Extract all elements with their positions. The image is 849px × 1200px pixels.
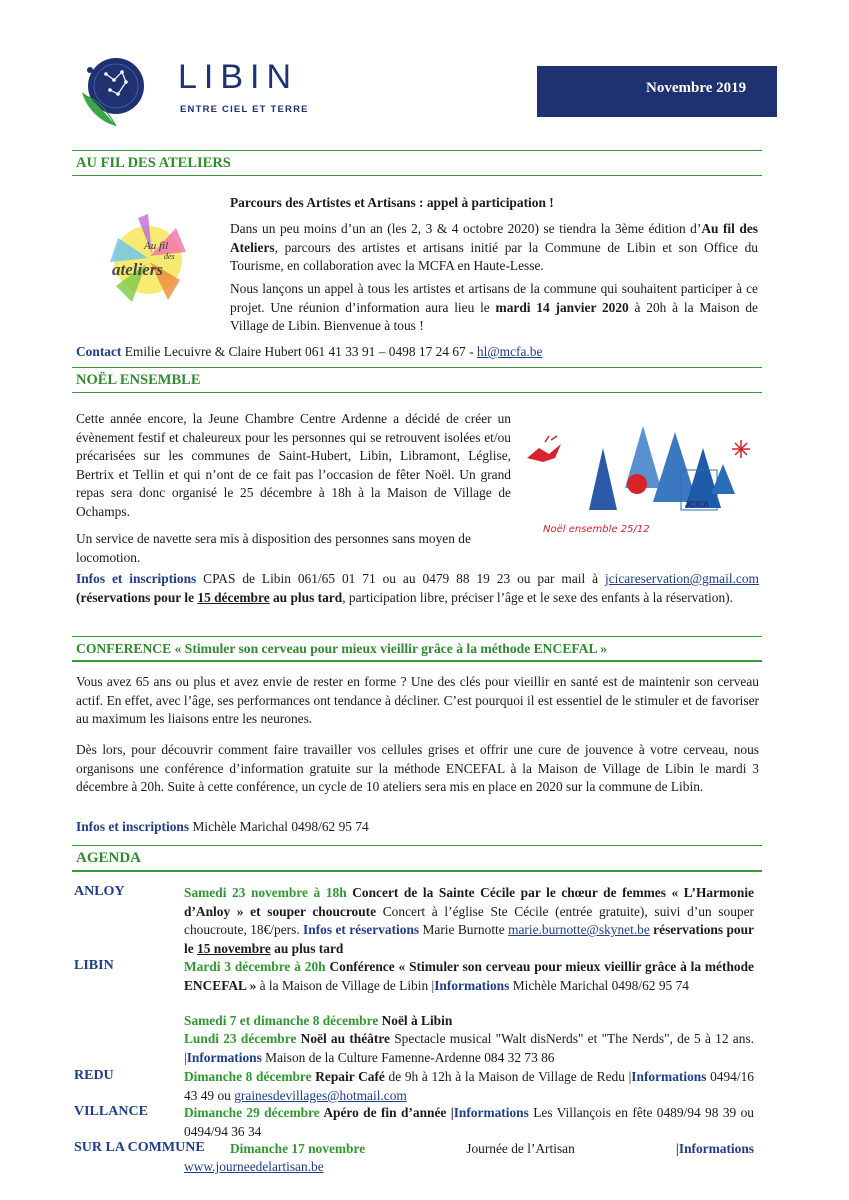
event-date: Samedi 7 et dimanche 8 décembre [184,1013,379,1028]
text-bold: au plus tard [269,589,343,605]
text: , parcours des artistes et artisans initié par la Commune de Libin et son Office du Tourisme, en collaboration avec la MCFA en Haute-Lesse. [230,239,758,274]
conference-paragraph-1: Vous avez 65 ans ou plus et avez envie de rester en forme ? Une des clés pour vieillir en santé est de maintenir son cerveau actif. En effet, avec l’âge, ses performances ont tendance à décliner. C’est pourquoi il est essentiel de le stimuler et de favoriser au maximum les liaisons entre les neurones. [76,674,759,727]
date-label: Novembre 2019 [646,80,747,96]
agenda-event-redu [184,1068,754,1105]
ateliers-heading: Parcours des Artistes et Artisans : appel à participation ! [230,195,554,210]
logo-text-3: ateliers [112,260,163,279]
conference-info [76,818,759,837]
info-label: Informations [631,1069,707,1084]
reservation-email-link[interactable]: jcicareservation@gmail.com [604,571,759,586]
section-header-conference [72,636,762,662]
agenda-place-libin: LIBIN [74,958,114,973]
event-title: Conférence « Stimuler son cerveau pour mieux vieillir grâce à la méthode ENCEFAL » [184,959,754,993]
info-label: Informations [434,977,510,993]
section-title: AGENDA [76,850,142,866]
text-bold: au plus tard [270,940,344,956]
text: Spectacle musical "Walt disNerds" et "The Nerds", de 5 à 12 ans. | [184,1031,754,1065]
noel-info [76,570,759,607]
brand-logo [76,50,148,130]
agenda-event-anloy [184,884,754,958]
divider [72,660,762,662]
logo-text-1: Au fil [144,240,169,252]
event-date: Mardi 3 décembre à 20h [184,959,326,974]
text: à 20h à la Maison de Village de Libin. Bienvenue à tous ! [230,299,758,334]
event-title: Noël à Libin [378,1013,453,1028]
ateliers-paragraph-2 [230,280,758,336]
text-bold: 15 novembre [197,940,271,956]
brand-tagline: ENTRE CIEL ET TERRE [180,104,309,115]
ateliers-contact [76,343,766,362]
section-title: CONFERENCE « Stimuler son cerveau pour mieux vieillir grâce à la méthode ENCEFAL » [76,641,608,656]
divider [72,175,762,176]
info-label: Infos et inscriptions [76,571,197,586]
agenda-place-commune: SUR LA COMMUNE [74,1140,205,1155]
agenda-place-redu: REDU [74,1068,114,1083]
event-date: Dimanche 29 décembre [184,1105,320,1120]
contact-text: Emilie Lecuivre & Claire Hubert 061 41 33 91 – 0498 17 24 67 - [121,344,477,359]
libin-logo-icon [76,50,148,130]
contact-label: Contact [76,344,122,359]
website-link[interactable]: www.journeedelartisan.be [184,1159,324,1174]
email-link[interactable]: grainesdevillages@hotmail.com [234,1087,407,1103]
event-title: Repair Café [311,1069,385,1084]
agenda-event-villance [184,1104,754,1141]
section-title: NOËL ENSEMBLE [76,372,201,388]
text: de 9h à 12h à la Maison de Village de Redu | [384,1069,632,1084]
text: , participation libre, préciser l’âge et le sexe des enfants à la réservation). [342,589,733,605]
event-date: Samedi 23 novembre à 18h [184,885,347,900]
event-date: Lundi 23 décembre [184,1031,297,1046]
noel-logo-text: JCICA [685,500,710,509]
noel-paragraph-2: Un service de navette sera mis à disposition des personnes sans moyen de locomotion. [76,531,471,565]
agenda-event-libin-2 [184,1012,754,1031]
noel-caption: Noël ensemble 25/12 [543,524,650,535]
conference-paragraph-2: Dès lors, pour découvrir comment faire travailler vos cellules grises et offrir une cure de jouvence à votre cerveau, nous organisons une conférence d’information gratuite sur la méthode ENCEFAL à la Maison de Village de Libin le mardi 3 décembre à 20h. Suite à cette conférence, un cycle de 10 ateliers sera mis en place en 2020 sur la commune de Libin. [76,742,759,795]
ateliers-logo [98,208,198,308]
section-header-ateliers [72,150,762,176]
event-title: Concert de la Sainte Cécile par le chœur de femmes « L’Harmonie d’Anloy » et souper choucroute [184,885,754,919]
text: à la Maison de Village de Libin | [256,977,435,993]
info-label: |Informations [675,1141,754,1156]
event-title: Journée de l’Artisan [466,1141,575,1156]
info-label: Infos et inscriptions [76,819,190,834]
agenda-event-libin-1 [184,958,754,995]
event-title: Apéro de fin d’année | [319,1105,454,1120]
noel-paragraph-1: Cette année encore, la Jeune Chambre Centre Ardenne a décidé de créer un évènement festif et chaleureux pour les personnes qui se retrouvent isolées et/ou précarisées sur les communes de Saint-Hubert, Libin, Libramont, Léglise, Bertrix et Tellin et qui n’ont de ce fait pas l’occasion de fêter Noël. Un grand repas sera donc organisé le 25 décembre à 18h à la Maison de Village de Ochamps. [76,411,511,519]
agenda-place-villance: VILLANCE [74,1104,148,1119]
brand-name: LIBIN [178,58,299,96]
agenda-event-commune [230,1140,754,1159]
section-title: AU FIL DES ATELIERS [76,155,231,171]
text-bold: Au fil des Ateliers [230,221,758,255]
info-label: Informations [453,1105,529,1120]
info-label: Informations [186,1049,262,1065]
info-label: Infos et réservations [303,922,420,938]
contact-email-link[interactable]: hl@mcfa.be [476,344,543,359]
text: Michèle Marichal 0498/62 95 74 [189,819,369,834]
noel-illustration [525,418,765,546]
text: 0494/16 43 49 ou [184,1069,754,1103]
text-bold: 15 décembre [197,589,270,605]
text-bold: (réservations pour le [76,589,198,605]
agenda-place-anloy: ANLOY [74,884,125,899]
text: Concert à l’église Ste Cécile (entrée gratuite), suivi d’un souper choucroute, 18€/pers. [184,903,754,938]
divider [72,392,762,393]
text-bold: mardi 14 janvier 2020 [495,299,629,315]
section-header-noel [72,367,762,393]
text-bold: réservations pour le [184,922,754,956]
event-date: Dimanche 17 novembre [230,1141,366,1156]
agenda-event-libin-3 [184,1030,754,1067]
text: Dans un peu moins d’un an (les 2, 3 & 4 octobre 2020) se tiendra la 3ème édition d’ [230,221,702,236]
text: Michèle Marichal 0498/62 95 74 [509,977,689,993]
email-link[interactable]: marie.burnotte@skynet.be [508,922,650,938]
text: Les Villançois en fête 0489/94 98 39 ou 0494/94 36 34 [184,1105,754,1139]
divider [72,870,762,872]
text: CPAS de Libin 061/65 01 71 ou au 0479 88 19 23 ou par mail à [196,571,605,586]
text: Marie Burnotte [419,922,509,938]
agenda-commune-link-row [184,1158,324,1177]
text: Maison de la Culture Famenne-Ardenne 084 32 73 86 [261,1049,555,1065]
section-header-agenda [72,845,762,872]
event-date: Dimanche 8 décembre [184,1069,312,1084]
ateliers-paragraph-1 [230,220,758,276]
logo-text-2: des [164,252,175,261]
event-title: Noël au théâtre [296,1031,390,1046]
text: Nous lançons un appel à tous les artistes et artisans de la commune qui souhaitent participer à ce projet. Une réunion d’information aura lieu le [230,281,758,315]
paint-splash-icon [98,208,198,308]
